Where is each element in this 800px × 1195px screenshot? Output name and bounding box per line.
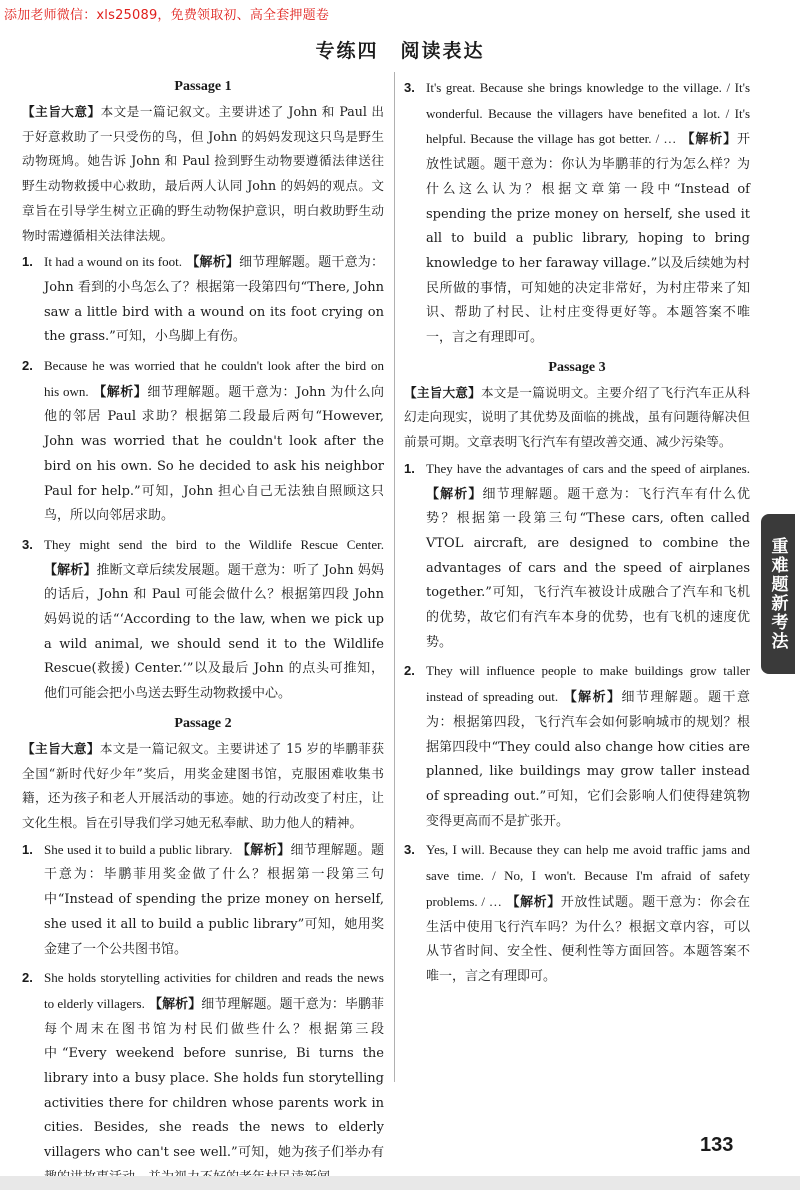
summary-text: 本文是一篇记叙文。主要讲述了 15 岁的毕鹏菲获全国“新时代好少年”奖后，用奖金建图书馆，克服困难收集书籍，还为孩子和老人开展活动的事迹。她的行动改变了村庄，让文化生根。旨在引导我们学习她无私奉献、助力他人的精神。 — [22, 740, 384, 830]
passage3-heading: Passage 3 — [548, 359, 606, 375]
summary-tag: 【主旨大意】 — [22, 740, 100, 756]
item-number: 2. — [22, 358, 33, 374]
item-number: 3. — [22, 536, 33, 552]
answer-text: It's great. Because she brings knowledge to the village. / It's wonderful. Because the villagers have benefited a lot. / It's helpful. Because the village has got better. / … — [426, 80, 750, 147]
passage1-summary — [22, 100, 384, 248]
analysis-tag: 【解析】 — [426, 486, 483, 502]
analysis-text: 开放性试题。题干意为：你会在生活中使用飞行汽车吗？为什么？根据文章内容，可以从节省时间、安全性、便利性等方面回答。本题答案不唯一，言之有理即可。 — [426, 894, 750, 984]
p2-answer-1 — [22, 838, 384, 963]
passage2-summary — [22, 737, 384, 836]
analysis-tag: 【解析】 — [93, 384, 148, 400]
p3-answer-2 — [404, 659, 750, 834]
p1-answer-2 — [22, 354, 384, 529]
analysis-text: 细节理解题。题干意为：飞行汽车有什么优势？根据第一段第三句“These cars, often called VTOL aircraft, are designed to combine the advantages of cars and the speed of airplanes together.”可知，飞行汽车被设计成融合了汽车和飞机的优势，故它们有汽车本身的优势，也有飞机的速度优势。 — [426, 486, 750, 650]
analysis-tag: 【解析】 — [236, 842, 291, 858]
analysis-tag: 【解析】 — [506, 894, 561, 910]
analysis-text: 细节理解题。题干意为：毕鹏菲每个周末在图书馆为村民们做些什么？根据第三段中“Every weekend before sunrise, Bi turns the library into a busy place. She holds fun storytelling activities there for children whose parents work in cities. Besides, she reads the news to elderly villagers who can't see well.”可知，她为孩子们举办有 — [44, 996, 385, 1161]
page-title — [0, 36, 800, 63]
passage3-summary — [404, 381, 750, 455]
watermark-text: 添加老师微信：xls25089，免费领取初、高全套押题卷 — [4, 8, 330, 23]
summary-tag: 【主旨大意】 — [22, 104, 101, 119]
analysis-text: 细节理解题。题干意为：根据第四段，飞行汽车会如何影响城市的规划？根据第四段中“They could also change how cities are planned, like buildings may grow taller instead of spreading out.”可知，它们会影响人们使得建筑物变得更高而不是扩张开。 — [426, 690, 750, 829]
side-tab-label: 重难题新考法 — [767, 537, 788, 651]
p3-answer-3 — [404, 838, 750, 989]
answer-text: They have the advantages of cars and the speed of airplanes. — [426, 460, 750, 476]
analysis-tag: 【解析】 — [44, 562, 97, 578]
answer-text: Because he was worried that he couldn't look after the bird on his own. — [44, 358, 384, 399]
p1-answer-1 — [22, 250, 384, 350]
item-number: 2. — [22, 970, 33, 986]
title-part2: 阅读表达 — [400, 40, 485, 62]
analysis-tag: 【解析】 — [563, 690, 622, 706]
section-side-tab — [761, 514, 795, 674]
analysis-text: 细节理解题。题干意为：John 为什么向他的邻居 Paul 求助？根据第二段最后两句“However, John was worried that he couldn't look after the bird on his own. So he decided to ask his neighbor Paul for help.”可知，John 担心自己无法独自照顾这只鸟，所以向邻居求助。 — [44, 384, 384, 524]
answer-text: They will influence people to make buildings grow taller instead of spreading out. — [426, 663, 750, 705]
right-column — [404, 74, 750, 994]
item-number: 1. — [22, 841, 33, 857]
answer-text: Yes, I will. Because they can help me avoid traffic jams and save time. / No, I won't. Because I'm afraid of safety problems. / … — [426, 842, 750, 909]
summary-text: 本文是一篇说明文。主要介绍了飞行汽车正从科幻走向现实，说明了其优势及面临的挑战，虽有问题待解决但前景可期。文章表明飞行汽车有望改善交通、减少污染等。 — [404, 384, 751, 450]
analysis-text: 细节理解题。题干意为：毕鹏菲用奖金做了什么？根据第一段第三句中“Instead of spending the prize money on herself, she used it all to build a public library”可知，她用奖金建了一个公共图书馆。 — [44, 842, 384, 957]
p3-answer-1 — [404, 457, 750, 656]
analysis-tag: 【解析】 — [186, 255, 240, 271]
answer-text: She used it to build a public library. — [44, 841, 233, 857]
item-number: 1. — [22, 254, 33, 270]
page-bottom-edge — [0, 1176, 800, 1190]
summary-tag: 【主旨大意】 — [404, 384, 481, 400]
summary-text: 本文是一篇记叙文。主要讲述了 John 和 Paul 出于好意救助了一只受伤的鸟，但 John 的妈妈发现这只鸟是野生动物斑鸠。她告诉 John 和 Paul 捡到野生动物要遵循法律送往野生动物救援中心救助，最后两人认同 John 的妈妈的观点。文章旨在引导学生树立正确的野生动物保护意识，明白救助野生动物时需遵循相关法律法规。 — [22, 104, 385, 243]
passage2-heading: Passage 2 — [174, 715, 232, 731]
item-number: 1. — [404, 460, 415, 476]
item-number: 3. — [404, 80, 415, 95]
analysis-text: 细节理解题。题干意为：John 看到的小鸟怎么了？根据第一段第四句“There, John saw a little bird with a wound on its foot crying on the grass.”可知，小鸟脚上有伤。 — [44, 255, 384, 345]
title-part1: 专练四 — [315, 40, 379, 62]
analysis-text: 推断文章后续发展题。题干意为：听了 John 妈妈的话后，John 和 Paul 可能会做什么？根据第四段 John 妈妈说的话“‘According to the law, when we pick up a wild animal, we should send it to the Wildlife Rescue(救援) Center.’”以及最后 John 的点头可推知，他们可能会把小鸟送去野生动物救援中心。 — [44, 562, 384, 702]
analysis-text: 开放性试题。题干意为：你认为毕鹏菲的行为怎么样？为什么这么认为？根据文章第一段中“Instead of spending the prize money on herself, she used it all to build a public library, hoping to bring knowledge to her faraway village.”以及后续她为村民所做的事情，可知她的决定非常好，为村庄带来了知识、帮助了村民、让村庄变得更好等。本题答案不唯一，言之有理即可。 — [426, 132, 750, 346]
left-column — [22, 74, 384, 1195]
item-number: 2. — [404, 663, 415, 679]
answer-text: They might send the bird to the Wildlife Rescue Center. — [44, 536, 384, 552]
passage1-heading: Passage 1 — [174, 79, 232, 94]
analysis-tag: 【解析】 — [681, 132, 737, 148]
column-divider — [394, 72, 395, 1082]
item-number: 3. — [404, 842, 415, 858]
p1-answer-3 — [22, 533, 384, 707]
p2-answer-2 — [22, 966, 384, 1190]
analysis-tag: 【解析】 — [149, 996, 202, 1012]
answer-text: She holds storytelling activities for children and reads the news to elderly villagers. — [44, 970, 384, 1011]
page-number: 133 — [700, 1134, 734, 1156]
p2-answer-3 — [404, 76, 750, 351]
answer-text: It had a wound on its foot. — [44, 254, 182, 270]
